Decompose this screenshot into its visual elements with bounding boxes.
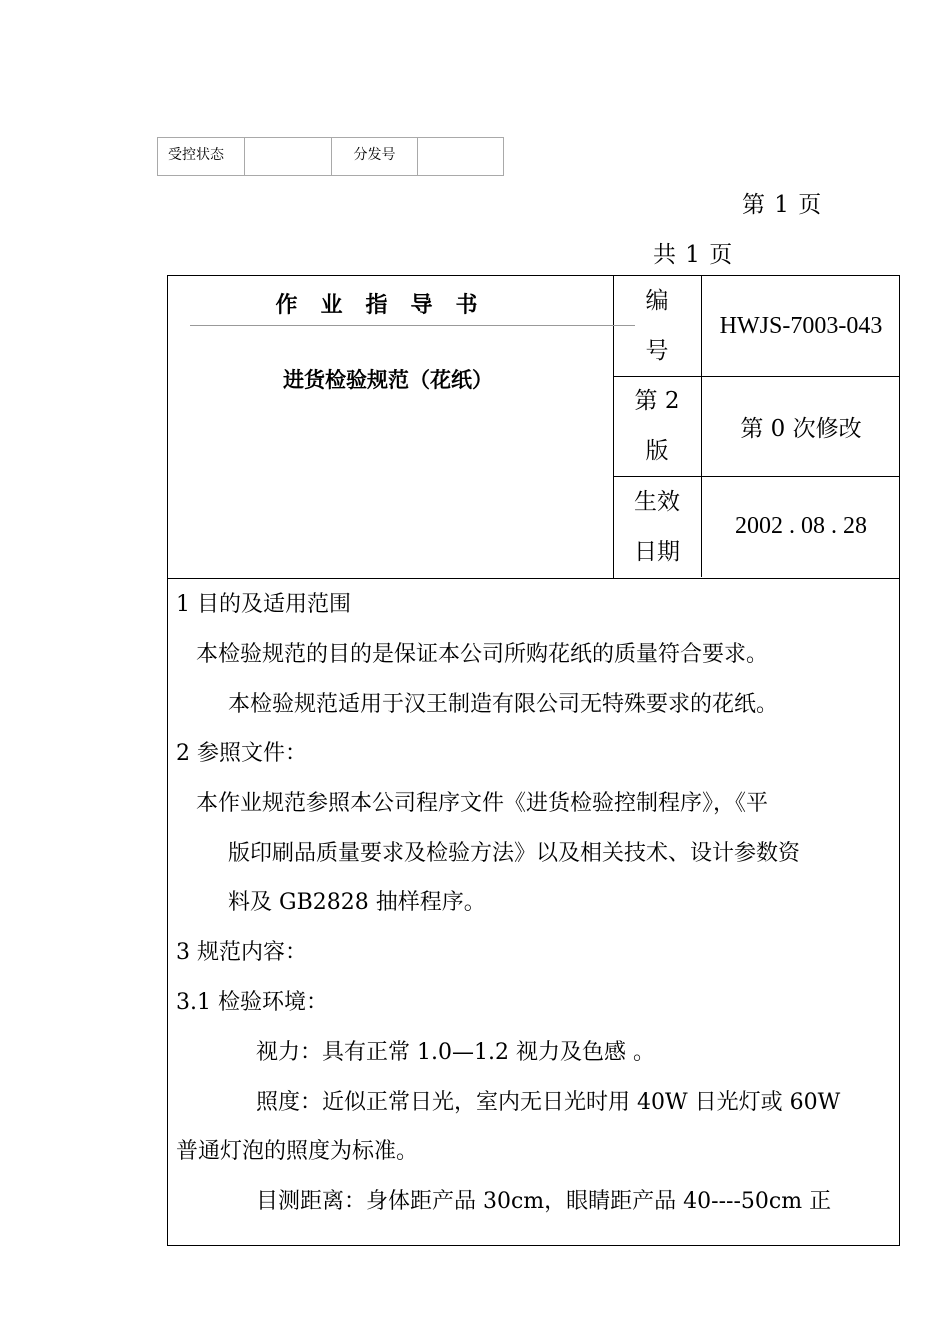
distribution-number-label: 分发号 bbox=[332, 138, 418, 176]
header-title-block bbox=[168, 276, 614, 578]
document-header bbox=[168, 276, 899, 579]
illumination-line-1: 照度：近似正常日光，室内无日光时用 40W 日光灯或 60W bbox=[256, 1090, 841, 1115]
section-3-title: 3 规范内容： bbox=[176, 940, 307, 965]
number-label bbox=[613, 276, 702, 376]
control-table bbox=[157, 137, 504, 176]
effective-label-line1: 生效 bbox=[634, 488, 680, 515]
controlled-status-value bbox=[245, 138, 332, 176]
section-2-title: 2 参照文件： bbox=[176, 741, 307, 766]
edition-row bbox=[613, 376, 900, 477]
effective-date-value: 2002 . 08 . 28 bbox=[735, 513, 867, 539]
page-total: 共 1 页 bbox=[653, 242, 734, 268]
edition-label bbox=[613, 376, 702, 476]
document-title: 进货检验规范（花纸） bbox=[283, 368, 493, 392]
section-1-title: 1 目的及适用范围 bbox=[176, 592, 351, 617]
illumination-line-2: 普通灯泡的照度为标准。 bbox=[176, 1139, 419, 1164]
viewing-distance: 目测距离：身体距产品 30cm，眼睛距产品 40----50cm 正 bbox=[256, 1189, 832, 1214]
section-3-1-title: 3.1 检验环境： bbox=[176, 990, 328, 1015]
controlled-status-label: 受控状态 bbox=[158, 138, 245, 176]
section-2-line-3: 料及 GB2828 抽样程序。 bbox=[228, 890, 486, 915]
distribution-number-value bbox=[418, 138, 504, 176]
number-label-line1: 编 bbox=[645, 288, 669, 314]
edition-label-line1: 第 2 bbox=[634, 388, 680, 414]
section-2-line-2: 版印刷品质量要求及检验方法》以及相关技术、设计参数资 bbox=[228, 841, 801, 866]
effective-date-row bbox=[613, 476, 900, 577]
number-value: HWJS-7003-043 bbox=[719, 312, 883, 339]
section-2-line-1: 本作业规范参照本公司程序文件《进货检验控制程序》，《平 bbox=[196, 791, 769, 816]
edition-label-line2: 版 bbox=[645, 438, 669, 464]
document-type: 作业指导书 bbox=[275, 293, 501, 318]
section-1-paragraph-2: 本检验规范适用于汉王制造有限公司无特殊要求的花纸。 bbox=[228, 692, 779, 717]
number-label-line2: 号 bbox=[645, 338, 669, 364]
document-frame bbox=[167, 275, 900, 1246]
effective-date-label bbox=[613, 476, 702, 577]
section-1-paragraph-1: 本检验规范的目的是保证本公司所购花纸的质量符合要求。 bbox=[196, 642, 769, 667]
effective-label-line2: 日期 bbox=[634, 538, 680, 565]
page-number: 第 1 页 bbox=[742, 192, 823, 218]
vision-requirement: 视力：具有正常 1.0—1.2 视力及色感 。 bbox=[256, 1040, 655, 1065]
number-row bbox=[613, 276, 900, 377]
title-divider bbox=[190, 325, 635, 326]
revision-value: 第 0 次修改 bbox=[740, 415, 862, 442]
